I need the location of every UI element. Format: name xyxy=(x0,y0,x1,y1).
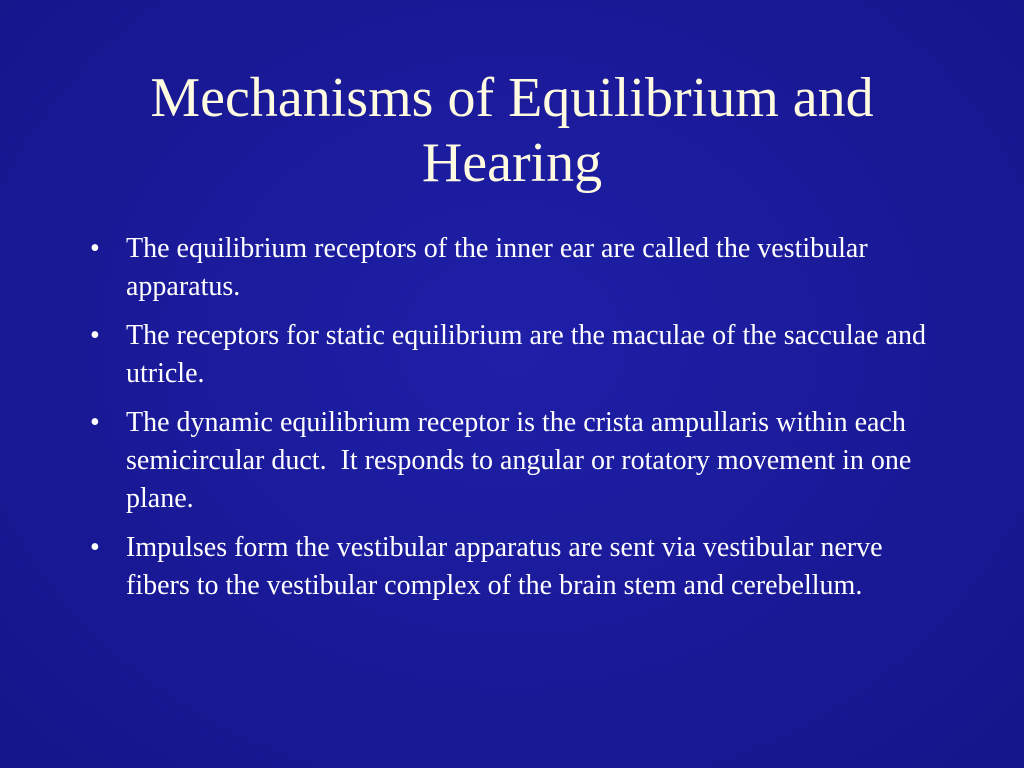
bullet-item xyxy=(90,230,940,306)
bullet-marker: • xyxy=(90,320,100,351)
bullet-marker: • xyxy=(90,532,100,563)
bullet-marker: • xyxy=(90,233,100,264)
bullet-item xyxy=(90,529,940,605)
bullet-text: The receptors for static equilibrium are the maculae of the sacculae and utricle. xyxy=(126,320,926,389)
bullet-marker: • xyxy=(90,407,100,438)
bullet-list xyxy=(90,230,940,616)
bullet-text: The equilibrium receptors of the inner ear are called the vestibular apparatus. xyxy=(126,233,868,302)
bullet-item xyxy=(90,404,940,518)
bullet-text: The dynamic equilibrium receptor is the crista ampullaris within each semicircular duct. It responds to angular or rotatory movement in one plane. xyxy=(126,407,919,514)
slide-title: Mechanisms of Equilibrium and Hearing xyxy=(150,67,874,194)
bullet-item xyxy=(90,317,940,393)
bullet-text: Impulses form the vestibular apparatus are sent via vestibular nerve fibers to the vestibular complex of the brain stem and cerebellum. xyxy=(126,532,883,601)
